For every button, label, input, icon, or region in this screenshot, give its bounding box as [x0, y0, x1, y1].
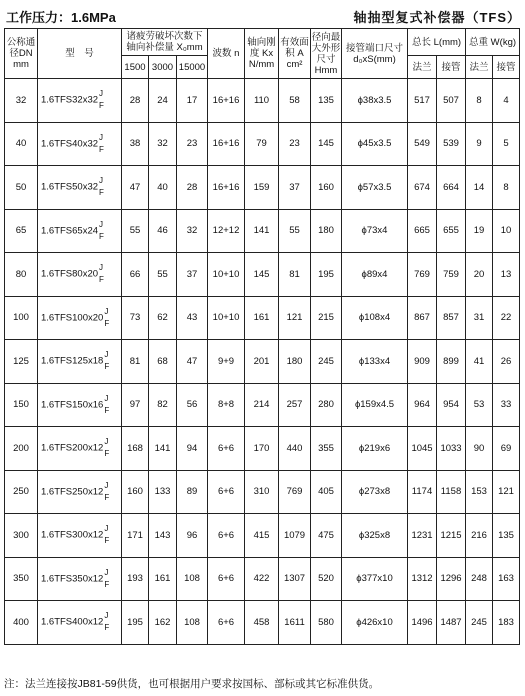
- cell-area: 180: [279, 340, 311, 384]
- model-name: 1.6TFS65x24: [41, 225, 99, 237]
- connection-type-marker: [99, 220, 104, 242]
- cell-dn: 150: [5, 383, 38, 427]
- cell-wf: 20: [466, 253, 493, 297]
- col-header-pipe: 接管端口尺寸 d₀xS(mm): [342, 29, 408, 79]
- cell-lp: 954: [437, 383, 466, 427]
- cell-b: 68: [149, 340, 177, 384]
- connection-type-marker: [99, 176, 104, 198]
- f-marker: F: [104, 318, 110, 328]
- cell-wp: 5: [493, 122, 520, 166]
- cell-lp: 1215: [437, 514, 466, 558]
- table-row: [5, 427, 520, 471]
- model-name: 1.6TFS200x12: [41, 442, 104, 454]
- connection-type-marker: [104, 568, 109, 590]
- cell-b: 162: [149, 601, 177, 645]
- cell-k: 170: [245, 427, 279, 471]
- cell-dn: 50: [5, 166, 38, 210]
- connection-type-marker: [99, 89, 104, 111]
- cell-pipe: ϕ133x4: [342, 340, 408, 384]
- cell-b: 62: [149, 296, 177, 340]
- cell-a: 73: [122, 296, 149, 340]
- cell-model: [38, 557, 122, 601]
- cell-pipe: ϕ426x10: [342, 601, 408, 645]
- cell-model: [38, 514, 122, 558]
- cell-wf: 9: [466, 122, 493, 166]
- cell-lf: 964: [408, 383, 437, 427]
- col-header-waves: 波数 n: [208, 29, 245, 79]
- model-name: 1.6TFS150x16: [41, 399, 104, 411]
- col-header-model: 型 号: [38, 29, 122, 79]
- cell-k: 110: [245, 79, 279, 123]
- spec-table: [4, 28, 520, 645]
- cell-wp: 10: [493, 209, 520, 253]
- f-marker: F: [104, 492, 110, 502]
- cell-wf: 216: [466, 514, 493, 558]
- cell-b: 143: [149, 514, 177, 558]
- cell-dn: 80: [5, 253, 38, 297]
- cell-h: 475: [311, 514, 342, 558]
- cell-lf: 674: [408, 166, 437, 210]
- cell-c: 47: [177, 340, 208, 384]
- cell-wp: 26: [493, 340, 520, 384]
- cell-dn: 32: [5, 79, 38, 123]
- cell-b: 141: [149, 427, 177, 471]
- col-header-weight: 总重 W(kg): [466, 29, 520, 56]
- cell-area: 55: [279, 209, 311, 253]
- cell-k: 458: [245, 601, 279, 645]
- cell-wp: 163: [493, 557, 520, 601]
- cell-n: 12+12: [208, 209, 245, 253]
- cell-n: 6+6: [208, 557, 245, 601]
- cell-c: 32: [177, 209, 208, 253]
- table-row: [5, 601, 520, 645]
- cell-dn: 125: [5, 340, 38, 384]
- cell-k: 201: [245, 340, 279, 384]
- header-bar: [4, 4, 521, 26]
- spec-table-body: [5, 79, 520, 645]
- cell-a: 81: [122, 340, 149, 384]
- cell-lp: 539: [437, 122, 466, 166]
- table-row: [5, 79, 520, 123]
- connection-type-marker: [104, 524, 109, 546]
- model-name: 1.6TFS125x18: [41, 355, 104, 367]
- cell-a: 28: [122, 79, 149, 123]
- cell-wf: 153: [466, 470, 493, 514]
- cell-c: 89: [177, 470, 208, 514]
- cell-n: 6+6: [208, 514, 245, 558]
- cell-lp: 1296: [437, 557, 466, 601]
- table-row: [5, 296, 520, 340]
- cell-h: 245: [311, 340, 342, 384]
- j-marker: J: [104, 611, 109, 621]
- j-marker: J: [99, 132, 104, 142]
- cell-lp: 1487: [437, 601, 466, 645]
- cell-model: [38, 122, 122, 166]
- cell-model: [38, 383, 122, 427]
- cell-a: 47: [122, 166, 149, 210]
- cell-lf: 1231: [408, 514, 437, 558]
- col-header-weight-flange: 法兰: [466, 56, 493, 79]
- connection-type-marker: [104, 350, 109, 372]
- cell-h: 215: [311, 296, 342, 340]
- cell-wf: 14: [466, 166, 493, 210]
- cell-area: 1307: [279, 557, 311, 601]
- cell-wp: 69: [493, 427, 520, 471]
- cell-a: 38: [122, 122, 149, 166]
- cell-h: 580: [311, 601, 342, 645]
- cell-area: 23: [279, 122, 311, 166]
- cell-c: 96: [177, 514, 208, 558]
- cell-b: 32: [149, 122, 177, 166]
- f-marker: F: [104, 623, 110, 633]
- model-name: 1.6TFS350x12: [41, 573, 104, 585]
- cell-lf: 549: [408, 122, 437, 166]
- cell-area: 121: [279, 296, 311, 340]
- cell-k: 79: [245, 122, 279, 166]
- f-marker: F: [99, 275, 104, 285]
- cell-wf: 41: [466, 340, 493, 384]
- cell-pipe: ϕ377x10: [342, 557, 408, 601]
- cell-wf: 53: [466, 383, 493, 427]
- cell-n: 16+16: [208, 166, 245, 210]
- col-header-fatigue: 诸疲劳破坏次数下轴向补偿量 X₀mm: [122, 29, 208, 56]
- col-header-3000: 3000: [149, 56, 177, 79]
- cell-h: 180: [311, 209, 342, 253]
- cell-b: 161: [149, 557, 177, 601]
- cell-pipe: ϕ89x4: [342, 253, 408, 297]
- cell-dn: 40: [5, 122, 38, 166]
- cell-h: 160: [311, 166, 342, 210]
- cell-n: 16+16: [208, 122, 245, 166]
- cell-k: 141: [245, 209, 279, 253]
- cell-wp: 135: [493, 514, 520, 558]
- cell-area: 37: [279, 166, 311, 210]
- cell-n: 6+6: [208, 427, 245, 471]
- cell-pipe: ϕ325x8: [342, 514, 408, 558]
- cell-lp: 1033: [437, 427, 466, 471]
- cell-h: 355: [311, 427, 342, 471]
- cell-a: 168: [122, 427, 149, 471]
- cell-wp: 4: [493, 79, 520, 123]
- cell-model: [38, 296, 122, 340]
- cell-a: 171: [122, 514, 149, 558]
- cell-a: 55: [122, 209, 149, 253]
- cell-b: 24: [149, 79, 177, 123]
- cell-model: [38, 601, 122, 645]
- col-header-stiffness: 轴向刚度 Kx N/mm: [245, 29, 279, 79]
- cell-lf: 1174: [408, 470, 437, 514]
- spec-table-container: [4, 28, 519, 645]
- table-row: [5, 557, 520, 601]
- cell-b: 40: [149, 166, 177, 210]
- cell-wf: 19: [466, 209, 493, 253]
- model-name: 1.6TFS80x20: [41, 268, 99, 280]
- cell-wf: 248: [466, 557, 493, 601]
- j-marker: J: [104, 306, 109, 316]
- f-marker: F: [104, 449, 110, 459]
- cell-model: [38, 79, 122, 123]
- cell-n: 16+16: [208, 79, 245, 123]
- col-header-dn: 公称通径DN mm: [5, 29, 38, 79]
- cell-k: 214: [245, 383, 279, 427]
- cell-a: 160: [122, 470, 149, 514]
- table-row: [5, 340, 520, 384]
- cell-area: 440: [279, 427, 311, 471]
- cell-n: 8+8: [208, 383, 245, 427]
- cell-area: 1611: [279, 601, 311, 645]
- cell-k: 145: [245, 253, 279, 297]
- cell-lf: 517: [408, 79, 437, 123]
- cell-dn: 350: [5, 557, 38, 601]
- cell-area: 81: [279, 253, 311, 297]
- cell-dn: 400: [5, 601, 38, 645]
- cell-a: 97: [122, 383, 149, 427]
- cell-lf: 909: [408, 340, 437, 384]
- cell-wf: 31: [466, 296, 493, 340]
- cell-lp: 507: [437, 79, 466, 123]
- cell-a: 195: [122, 601, 149, 645]
- cell-pipe: ϕ108x4: [342, 296, 408, 340]
- cell-wp: 33: [493, 383, 520, 427]
- cell-dn: 65: [5, 209, 38, 253]
- table-row: [5, 470, 520, 514]
- cell-h: 195: [311, 253, 342, 297]
- cell-c: 23: [177, 122, 208, 166]
- cell-c: 56: [177, 383, 208, 427]
- cell-n: 6+6: [208, 601, 245, 645]
- j-marker: J: [99, 176, 104, 186]
- cell-b: 55: [149, 253, 177, 297]
- table-row: [5, 209, 520, 253]
- j-marker: J: [104, 393, 109, 403]
- f-marker: F: [99, 188, 104, 198]
- cell-dn: 250: [5, 470, 38, 514]
- cell-pipe: ϕ57x3.5: [342, 166, 408, 210]
- cell-n: 10+10: [208, 253, 245, 297]
- cell-area: 1079: [279, 514, 311, 558]
- model-name: 1.6TFS50x32: [41, 181, 99, 193]
- f-marker: F: [104, 362, 110, 372]
- j-marker: J: [104, 567, 109, 577]
- cell-model: [38, 340, 122, 384]
- cell-k: 159: [245, 166, 279, 210]
- table-row: [5, 383, 520, 427]
- cell-area: 769: [279, 470, 311, 514]
- cell-lp: 655: [437, 209, 466, 253]
- cell-k: 415: [245, 514, 279, 558]
- cell-c: 108: [177, 601, 208, 645]
- cell-pipe: ϕ273x8: [342, 470, 408, 514]
- cell-lp: 899: [437, 340, 466, 384]
- cell-c: 43: [177, 296, 208, 340]
- f-marker: F: [104, 536, 110, 546]
- cell-pipe: ϕ45x3.5: [342, 122, 408, 166]
- table-row: [5, 514, 520, 558]
- connection-type-marker: [104, 394, 109, 416]
- cell-wp: 121: [493, 470, 520, 514]
- connection-type-marker: [104, 307, 109, 329]
- table-row: [5, 253, 520, 297]
- connection-type-marker: [104, 611, 109, 633]
- cell-model: [38, 253, 122, 297]
- cell-b: 82: [149, 383, 177, 427]
- page-title: 轴抽型复式补偿器（TFS）: [353, 10, 521, 25]
- j-marker: J: [104, 480, 109, 490]
- model-name: 1.6TFS250x12: [41, 486, 104, 498]
- j-marker: J: [104, 350, 109, 360]
- table-row: [5, 166, 520, 210]
- cell-lf: 1496: [408, 601, 437, 645]
- cell-pipe: ϕ159x4.5: [342, 383, 408, 427]
- cell-b: 46: [149, 209, 177, 253]
- cell-a: 66: [122, 253, 149, 297]
- cell-wp: 22: [493, 296, 520, 340]
- cell-lf: 1312: [408, 557, 437, 601]
- connection-type-marker: [99, 263, 104, 285]
- cell-c: 108: [177, 557, 208, 601]
- cell-area: 257: [279, 383, 311, 427]
- cell-k: 161: [245, 296, 279, 340]
- cell-model: [38, 166, 122, 210]
- connection-type-marker: [104, 437, 109, 459]
- cell-area: 58: [279, 79, 311, 123]
- j-marker: J: [99, 89, 104, 99]
- cell-c: 28: [177, 166, 208, 210]
- model-name: 1.6TFS32x32: [41, 94, 99, 106]
- table-row: [5, 122, 520, 166]
- cell-h: 520: [311, 557, 342, 601]
- cell-n: 6+6: [208, 470, 245, 514]
- j-marker: J: [99, 219, 104, 229]
- col-header-length-pipe: 接管: [437, 56, 466, 79]
- cell-lf: 867: [408, 296, 437, 340]
- col-header-1500: 1500: [122, 56, 149, 79]
- model-name: 1.6TFS300x12: [41, 529, 104, 541]
- cell-lp: 759: [437, 253, 466, 297]
- f-marker: F: [104, 579, 110, 589]
- connection-type-marker: [99, 133, 104, 155]
- cell-wf: 90: [466, 427, 493, 471]
- cell-lp: 857: [437, 296, 466, 340]
- cell-c: 17: [177, 79, 208, 123]
- cell-wf: 245: [466, 601, 493, 645]
- j-marker: J: [99, 263, 104, 273]
- cell-wf: 8: [466, 79, 493, 123]
- cell-b: 133: [149, 470, 177, 514]
- cell-k: 310: [245, 470, 279, 514]
- cell-h: 405: [311, 470, 342, 514]
- f-marker: F: [99, 144, 104, 154]
- cell-wp: 13: [493, 253, 520, 297]
- cell-lp: 1158: [437, 470, 466, 514]
- cell-lf: 665: [408, 209, 437, 253]
- cell-model: [38, 209, 122, 253]
- cell-h: 280: [311, 383, 342, 427]
- col-header-outer: 径向最大外形尺寸 Hmm: [311, 29, 342, 79]
- cell-model: [38, 427, 122, 471]
- cell-n: 10+10: [208, 296, 245, 340]
- cell-pipe: ϕ38x3.5: [342, 79, 408, 123]
- cell-n: 9+9: [208, 340, 245, 384]
- cell-lf: 1045: [408, 427, 437, 471]
- cell-lp: 664: [437, 166, 466, 210]
- f-marker: F: [99, 231, 104, 241]
- cell-pipe: ϕ219x6: [342, 427, 408, 471]
- col-header-length-flange: 法兰: [408, 56, 437, 79]
- cell-wp: 183: [493, 601, 520, 645]
- col-header-weight-pipe: 接管: [493, 56, 520, 79]
- j-marker: J: [104, 524, 109, 534]
- model-name: 1.6TFS40x32: [41, 138, 99, 150]
- connection-type-marker: [104, 481, 109, 503]
- footnote: 注：法兰连接按JB81-59供货，也可根据用户要求按国标、部标或其它标准供货。: [4, 678, 380, 690]
- cell-pipe: ϕ73x4: [342, 209, 408, 253]
- col-header-area: 有效面积 A cm²: [279, 29, 311, 79]
- cell-dn: 200: [5, 427, 38, 471]
- cell-c: 37: [177, 253, 208, 297]
- cell-model: [38, 470, 122, 514]
- col-header-15000: 15000: [177, 56, 208, 79]
- cell-wp: 8: [493, 166, 520, 210]
- f-marker: F: [99, 101, 104, 111]
- cell-h: 135: [311, 79, 342, 123]
- cell-lf: 769: [408, 253, 437, 297]
- cell-dn: 100: [5, 296, 38, 340]
- cell-k: 422: [245, 557, 279, 601]
- model-name: 1.6TFS400x12: [41, 616, 104, 628]
- cell-dn: 300: [5, 514, 38, 558]
- model-name: 1.6TFS100x20: [41, 312, 104, 324]
- j-marker: J: [104, 437, 109, 447]
- cell-a: 193: [122, 557, 149, 601]
- working-pressure-label: 工作压力：1.6MPa: [6, 10, 116, 25]
- col-header-length: 总长 L(mm): [408, 29, 466, 56]
- cell-c: 94: [177, 427, 208, 471]
- f-marker: F: [104, 405, 110, 415]
- cell-h: 145: [311, 122, 342, 166]
